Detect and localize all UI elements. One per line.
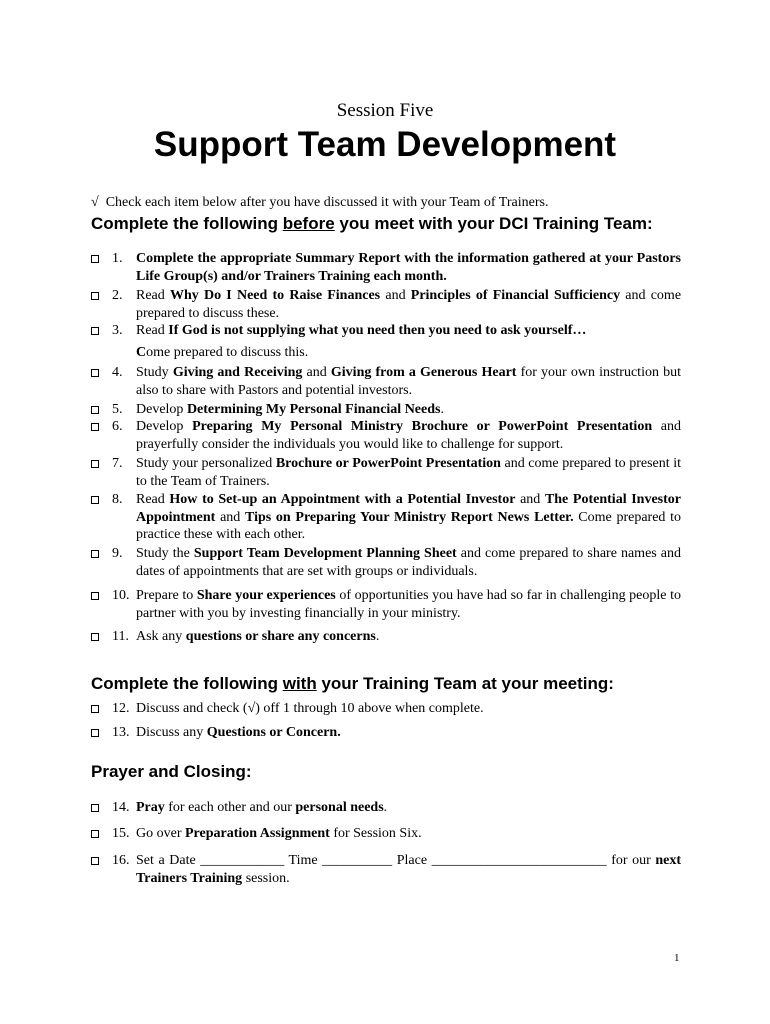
item-text: Discuss and check (√) off 1 through 10 above when complete. [136,701,484,716]
checklist-item [91,700,681,718]
heading-text: Complete the following [91,214,283,233]
checkbox-icon[interactable] [91,592,99,600]
item-text: Prepare to Share your experiences of opportunities you have had so far in challenging people to partner with you by investing financially in your ministry. [136,588,681,621]
checklist-item [91,852,681,887]
item-number: 1. [112,251,123,266]
checkbox-icon[interactable] [91,369,99,377]
checkbox-icon[interactable] [91,857,99,865]
checklist-item [91,724,681,742]
item-text: Complete the appropriate Summary Report with the information gathered at your Pastors Life Group(s) and/or Trainers Training each month. [136,251,681,284]
page-number: 1 [674,952,680,964]
item-number: 4. [112,365,123,380]
item-text: Read Why Do I Need to Raise Finances and Principles of Financial Sufficiency and come prepared to discuss these. [136,288,682,321]
item-number: 12. [112,701,130,716]
item-number: 10. [112,588,130,603]
item-number: 3. [112,323,123,338]
item-number: 8. [112,492,123,507]
checkbox-icon[interactable] [91,423,99,431]
checklist-item [91,799,681,817]
item-text: Read If God is not supplying what you need then you need to ask yourself… [136,323,587,338]
checklist-item [91,455,681,490]
item-text: Set a Date ____________ Time __________ Place _________________________ for our next Trainers Training session. [136,853,681,886]
item-text: Discuss any Questions or Concern. [136,725,341,740]
item-text: Go over Preparation Assignment for Session Six. [136,826,422,841]
heading-underline: with [282,674,317,693]
item-number: 16. [112,853,130,868]
item-number: 14. [112,800,130,815]
checkbox-icon[interactable] [91,729,99,737]
item-number: 2. [112,288,123,303]
checklist-item [91,418,681,453]
checkbox-icon[interactable] [91,550,99,558]
checklist-item [91,250,681,285]
section-heading-with [91,674,614,694]
heading-underline: before [282,214,335,233]
section-heading-before [91,214,653,234]
item-text: Study Giving and Receiving and Giving from a Generous Heart for your own instruction but also to share with Pastors and potential investors. [136,365,681,398]
item-text: Study the Support Team Development Planning Sheet and come prepared to share names and dates of appointments that are set with groups or individuals. [136,546,681,579]
checklist-item [91,545,681,580]
instruction-text: Check each item below after you have discussed it with your Team of Trainers. [105,195,549,210]
checklist-item [91,401,681,419]
item-text: Study your personalized Brochure or PowerPoint Presentation and come prepared to present it to the Team of Trainers. [136,456,681,489]
session-label: Session Five [336,100,434,121]
page-title: Support Team Development [153,125,617,164]
item-number: 6. [112,419,123,434]
checklist-item [91,287,681,322]
heading-text: you meet with your DCI Training Team: [334,214,653,233]
item-text: Read How to Set-up an Appointment with a Potential Investor and The Potential Investor Appointment and Tips on Preparing Your Ministry Report News Letter. Come prepared to practice these with each other. [136,492,682,542]
item-number: 13. [112,725,130,740]
item-number: 15. [112,826,130,841]
section-heading-prayer: Prayer and Closing: [91,762,252,781]
checklist-item [91,364,681,399]
checkbox-icon[interactable] [91,705,99,713]
checklist-item [91,322,681,361]
item-text-continued: Come prepared to discuss this. [136,344,309,360]
item-number: 11. [112,629,129,644]
item-text: Develop Preparing My Personal Ministry Brochure or PowerPoint Presentation and prayerfully consider the individuals you would like to challenge for support. [136,419,682,452]
heading-text: Complete the following [91,674,283,693]
check-mark-icon: √ [91,195,99,210]
checkbox-icon[interactable] [91,327,99,335]
item-number: 9. [112,546,123,561]
item-number: 5. [112,402,123,417]
instruction-note [91,195,548,211]
checklist-item [91,491,681,544]
checklist-item [91,628,681,646]
item-text: Ask any questions or share any concerns. [136,629,380,644]
checklist-item [91,825,681,843]
checkbox-icon[interactable] [91,804,99,812]
heading-text: your Training Team at your meeting: [316,674,614,693]
item-number: 7. [112,456,123,471]
checkbox-icon[interactable] [91,830,99,838]
checkbox-icon[interactable] [91,255,99,263]
checklist-item [91,587,681,622]
item-text: Pray for each other and our personal needs. [136,800,388,815]
checkbox-icon[interactable] [91,633,99,641]
checkbox-icon[interactable] [91,460,99,468]
checkbox-icon[interactable] [91,496,99,504]
checkbox-icon[interactable] [91,292,99,300]
checkbox-icon[interactable] [91,406,99,414]
item-text: Develop Determining My Personal Financial Needs. [136,402,444,417]
